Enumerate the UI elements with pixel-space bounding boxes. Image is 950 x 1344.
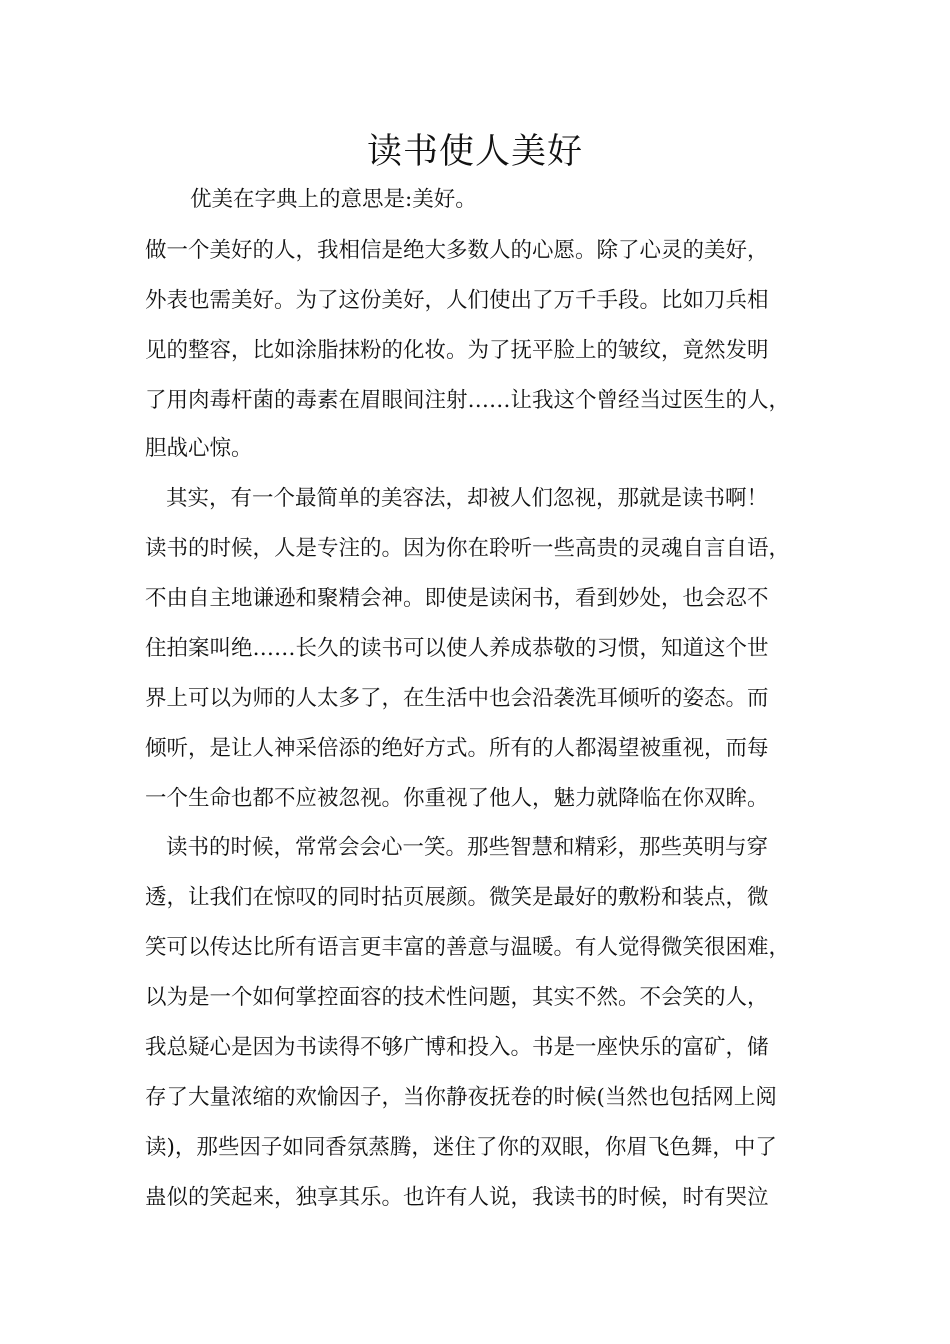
text-line: 笑可以传达比所有语言更丰富的善意与温暖。有人觉得微笑很困难， bbox=[145, 935, 791, 960]
text-line: 见的整容，比如涂脂抹粉的化妆。为了抚平脸上的皱纹，竟然发明 bbox=[145, 338, 769, 363]
intro-line: 优美在字典上的意思是:美好。 bbox=[190, 187, 477, 212]
text-line: 一个生命也都不应被忽视。你重视了他人，魅力就降临在你双眸。 bbox=[145, 786, 769, 811]
text-line: 外表也需美好。为了这份美好，人们使出了万千手段。比如刀兵相 bbox=[145, 288, 769, 313]
text-line: 读)，那些因子如同香氛蒸腾，迷住了你的双眼，你眉飞色舞，中了 bbox=[145, 1135, 777, 1160]
text-line: 蛊似的笑起来，独享其乐。也许有人说，我读书的时候，时有哭泣 bbox=[145, 1185, 769, 1210]
text-line: 读书的时候，常常会会心一笑。那些智慧和精彩，那些英明与穿 bbox=[166, 835, 769, 860]
text-line: 读书的时候，人是专注的。因为你在聆听一些高贵的灵魂自言自语， bbox=[145, 536, 791, 561]
text-line: 住拍案叫绝……长久的读书可以使人养成恭敬的习惯，知道这个世 bbox=[145, 636, 769, 661]
text-line: 不由自主地谦逊和聚精会神。即使是读闲书，看到妙处，也会忍不 bbox=[145, 586, 769, 611]
text-line: 做一个美好的人，我相信是绝大多数人的心愿。除了心灵的美好， bbox=[145, 238, 769, 263]
text-line: 存了大量浓缩的欢愉因子，当你静夜抚卷的时候(当然也包括网上阅 bbox=[145, 1085, 777, 1110]
text-line: 以为是一个如何掌控面容的技术性问题，其实不然。不会笑的人， bbox=[145, 985, 769, 1010]
text-line: 透，让我们在惊叹的同时拈页展颜。微笑是最好的敷粉和装点，微 bbox=[145, 885, 769, 910]
text-line: 其实，有一个最简单的美容法，却被人们忽视，那就是读书啊！ bbox=[166, 486, 769, 511]
text-line: 我总疑心是因为书读得不够广博和投入。书是一座快乐的富矿，储 bbox=[145, 1035, 769, 1060]
text-line: 了用肉毒杆菌的毒素在眉眼间注射……让我这个曾经当过医生的人， bbox=[145, 388, 791, 413]
document-title: 读书使人美好 bbox=[366, 132, 583, 172]
text-line: 界上可以为师的人太多了，在生活中也会沿袭洗耳倾听的姿态。而 bbox=[145, 686, 769, 711]
text-line: 胆战心惊。 bbox=[145, 436, 253, 461]
text-line: 倾听，是让人神采倍添的绝好方式。所有的人都渴望被重视，而每 bbox=[145, 736, 769, 761]
